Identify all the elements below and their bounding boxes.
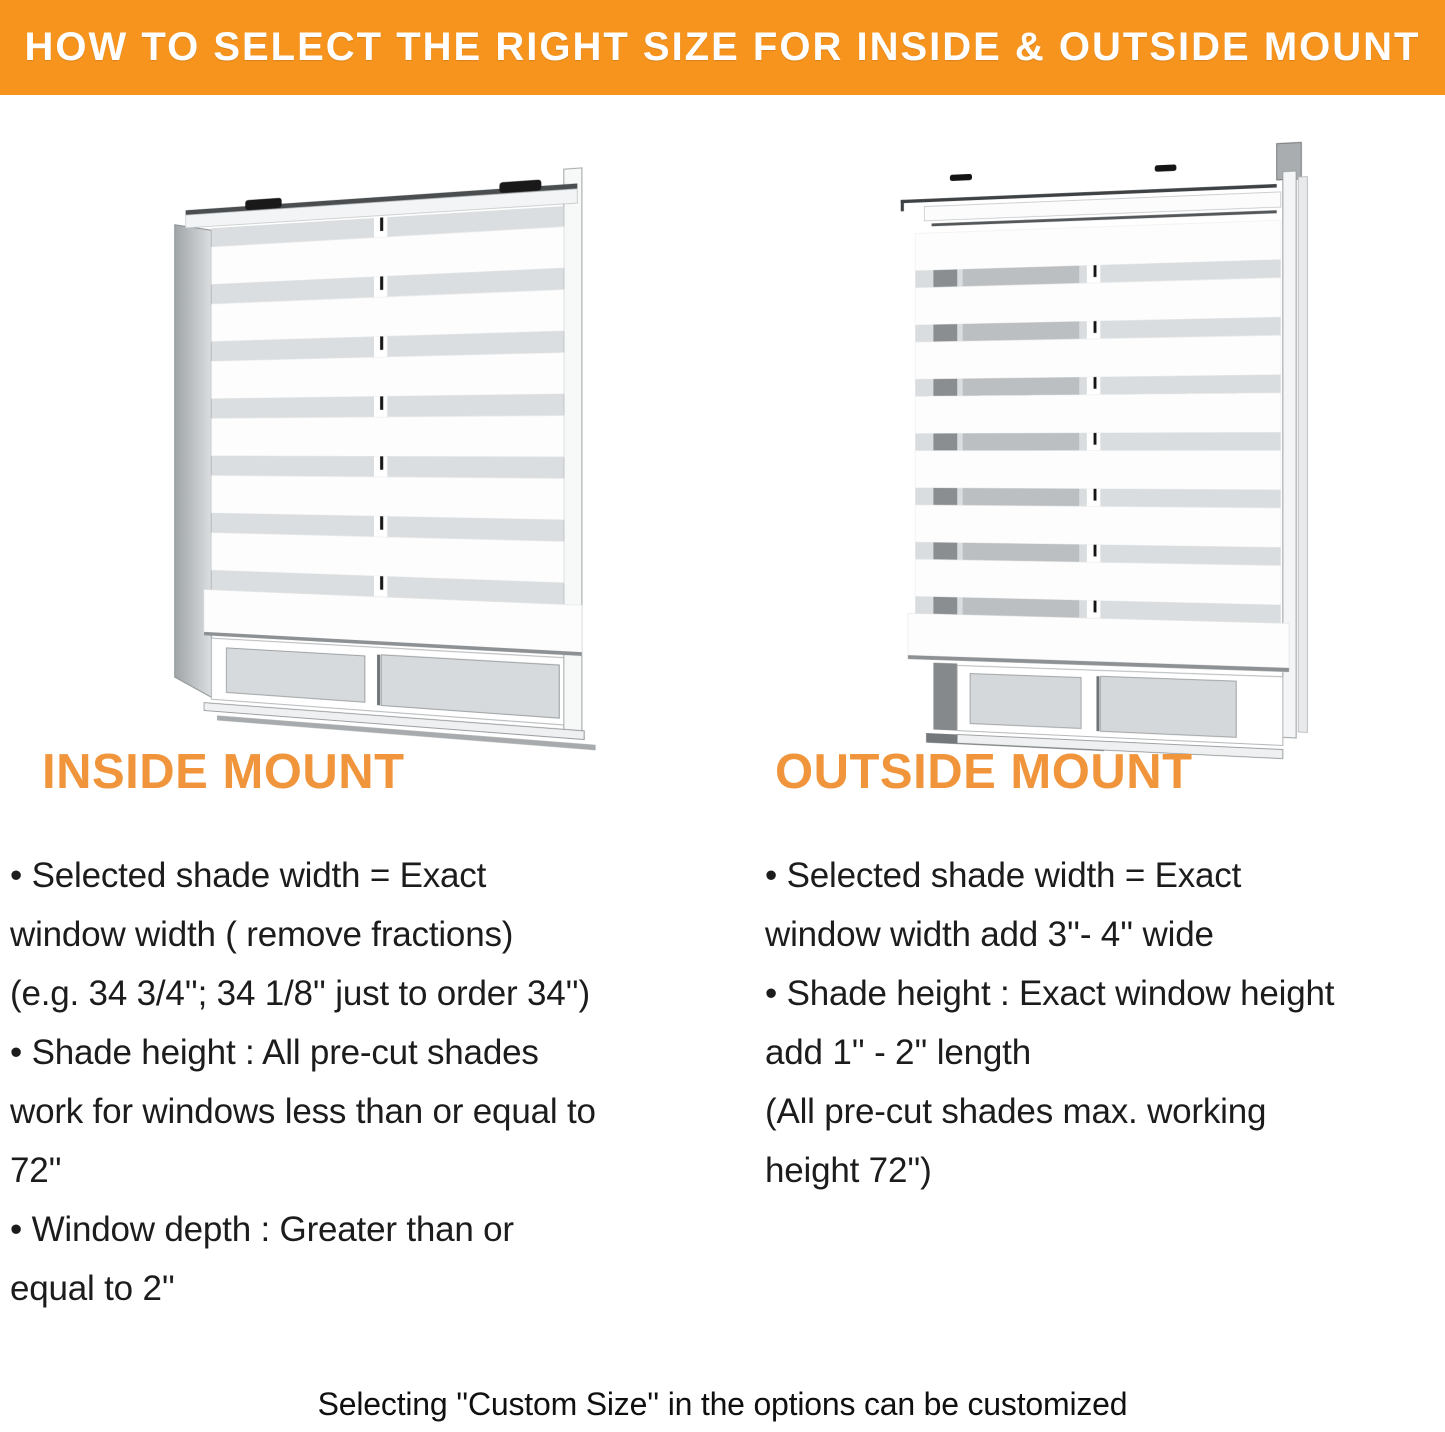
bullet-line: 72'' bbox=[10, 1151, 62, 1190]
window-left-jamb bbox=[933, 663, 957, 731]
custom-size-note: Selecting ''Custom Size'' in the options can be customized bbox=[317, 1386, 1128, 1422]
header-banner bbox=[0, 0, 1445, 95]
glass-pane bbox=[226, 648, 364, 702]
inside-mount-instructions bbox=[10, 846, 758, 1318]
screw-mark-icon bbox=[1155, 164, 1177, 171]
inside-mount-window-graphic bbox=[167, 133, 607, 759]
bullet-line: • Shade height : All pre-cut shades bbox=[10, 1033, 539, 1072]
bullet-line: (All pre-cut shades max. working bbox=[765, 1092, 1267, 1131]
bullet-line: add 1'' - 2'' length bbox=[765, 1033, 1031, 1072]
outside-mount-instructions bbox=[765, 846, 1440, 1200]
outside-mount-heading: OUTSIDE MOUNT bbox=[775, 745, 1193, 799]
outside-mount-illustration bbox=[878, 140, 1340, 769]
bullet-line: height 72'') bbox=[765, 1151, 932, 1190]
bullet-line: • Selected shade width = Exact bbox=[10, 856, 487, 895]
bullet-line: • Shade height : Exact window height bbox=[765, 974, 1335, 1013]
glass-pane bbox=[1100, 676, 1236, 737]
zebra-shade-stripes bbox=[211, 206, 563, 604]
bullet-line: (e.g. 34 3/4''; 34 1/8'' just to order 34'') bbox=[10, 974, 590, 1013]
inside-mount-heading: INSIDE MOUNT bbox=[42, 745, 405, 799]
screw-mark-icon bbox=[950, 174, 972, 181]
bullet-line: window width add 3''- 4'' wide bbox=[765, 915, 1214, 954]
inside-mount-illustration bbox=[152, 152, 596, 740]
glass-pane bbox=[970, 674, 1081, 729]
window-glass-panes bbox=[933, 663, 1282, 746]
bullet-line: equal to 2'' bbox=[10, 1269, 175, 1308]
bullet-line: work for windows less than or equal to bbox=[10, 1092, 596, 1131]
bullet-line: window width ( remove fractions) bbox=[10, 915, 514, 954]
outside-mount-window-graphic bbox=[890, 128, 1345, 781]
bullet-line: • Selected shade width = Exact bbox=[765, 856, 1242, 895]
shade-bottom-bar bbox=[908, 613, 1289, 672]
zebra-shade-stripes bbox=[915, 220, 1281, 623]
bullet-line: • Window depth : Greater than or bbox=[10, 1210, 514, 1249]
page-title: HOW TO SELECT THE RIGHT SIZE FOR INSIDE & OUTSIDE MOUNT bbox=[24, 25, 1421, 69]
